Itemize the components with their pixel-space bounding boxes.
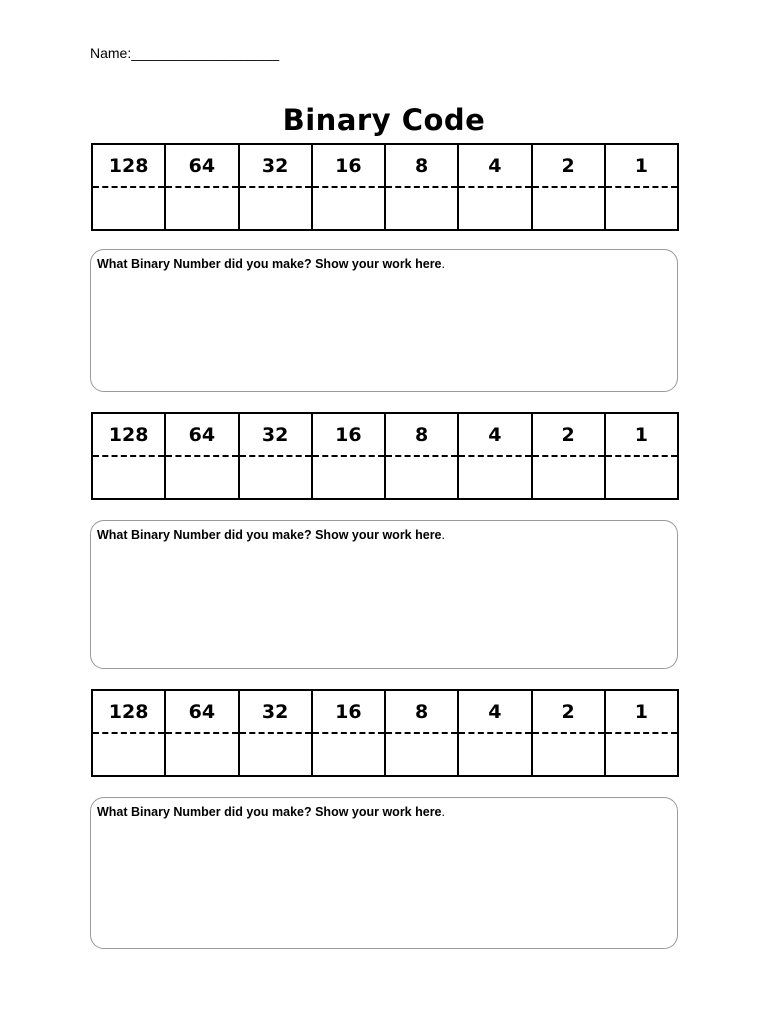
bit-answer-cell[interactable] (386, 188, 457, 229)
bit-column (93, 691, 164, 775)
bit-answer-cell[interactable] (166, 457, 237, 498)
bit-column (93, 414, 164, 498)
work-area-1[interactable] (90, 249, 678, 392)
bit-column (384, 691, 457, 775)
work-prompt: What Binary Number did you make? Show your work here. (97, 528, 445, 542)
bit-answer-cell[interactable] (386, 457, 457, 498)
place-value: 64 (166, 414, 237, 457)
bit-column (93, 145, 164, 229)
bit-answer-cell[interactable] (459, 457, 530, 498)
place-value: 64 (166, 145, 237, 188)
bit-column (604, 145, 677, 229)
bit-answer-cell[interactable] (459, 734, 530, 775)
place-value: 16 (313, 414, 384, 457)
bit-answer-cell[interactable] (533, 457, 604, 498)
place-value: 1 (606, 691, 677, 734)
bit-column (604, 691, 677, 775)
bit-column (604, 414, 677, 498)
bit-answer-cell[interactable] (93, 734, 164, 775)
bit-answer-cell[interactable] (533, 188, 604, 229)
place-value: 8 (386, 691, 457, 734)
binary-table-3 (91, 689, 679, 777)
place-value: 128 (93, 691, 164, 734)
place-value: 4 (459, 414, 530, 457)
place-value: 1 (606, 414, 677, 457)
bit-column (238, 691, 311, 775)
place-value: 128 (93, 414, 164, 457)
bit-column (164, 145, 237, 229)
bit-answer-cell[interactable] (240, 734, 311, 775)
place-value: 32 (240, 691, 311, 734)
bit-column (531, 414, 604, 498)
bit-answer-cell[interactable] (93, 457, 164, 498)
binary-table-2 (91, 412, 679, 500)
bit-column (457, 145, 530, 229)
place-value: 16 (313, 145, 384, 188)
bit-column (457, 691, 530, 775)
bit-column (164, 691, 237, 775)
bit-answer-cell[interactable] (313, 457, 384, 498)
bit-column (311, 414, 384, 498)
bit-column (238, 145, 311, 229)
place-value: 8 (386, 145, 457, 188)
bit-answer-cell[interactable] (606, 188, 677, 229)
page-title: Binary Code (282, 103, 486, 137)
bit-column (531, 691, 604, 775)
bit-answer-cell[interactable] (313, 734, 384, 775)
place-value: 16 (313, 691, 384, 734)
place-value: 1 (606, 145, 677, 188)
bit-column (311, 691, 384, 775)
work-prompt: What Binary Number did you make? Show your work here. (97, 805, 445, 819)
work-prompt: What Binary Number did you make? Show your work here. (97, 257, 445, 271)
bit-column (457, 414, 530, 498)
place-value: 4 (459, 691, 530, 734)
bit-column (238, 414, 311, 498)
place-value: 8 (386, 414, 457, 457)
bit-column (164, 414, 237, 498)
bit-answer-cell[interactable] (240, 457, 311, 498)
place-value: 2 (533, 145, 604, 188)
bit-answer-cell[interactable] (386, 734, 457, 775)
bit-answer-cell[interactable] (93, 188, 164, 229)
work-area-2[interactable] (90, 520, 678, 669)
bit-column (384, 145, 457, 229)
bit-answer-cell[interactable] (166, 188, 237, 229)
place-value: 2 (533, 691, 604, 734)
bit-answer-cell[interactable] (533, 734, 604, 775)
bit-answer-cell[interactable] (606, 734, 677, 775)
place-value: 4 (459, 145, 530, 188)
bit-column (531, 145, 604, 229)
bit-answer-cell[interactable] (240, 188, 311, 229)
bit-answer-cell[interactable] (313, 188, 384, 229)
name-field[interactable]: Name:___________________ (90, 45, 280, 61)
place-value: 2 (533, 414, 604, 457)
place-value: 128 (93, 145, 164, 188)
bit-column (311, 145, 384, 229)
place-value: 32 (240, 414, 311, 457)
work-area-3[interactable] (90, 797, 678, 949)
place-value: 64 (166, 691, 237, 734)
bit-answer-cell[interactable] (459, 188, 530, 229)
bit-answer-cell[interactable] (606, 457, 677, 498)
binary-table-1 (91, 143, 679, 231)
bit-answer-cell[interactable] (166, 734, 237, 775)
bit-column (384, 414, 457, 498)
place-value: 32 (240, 145, 311, 188)
